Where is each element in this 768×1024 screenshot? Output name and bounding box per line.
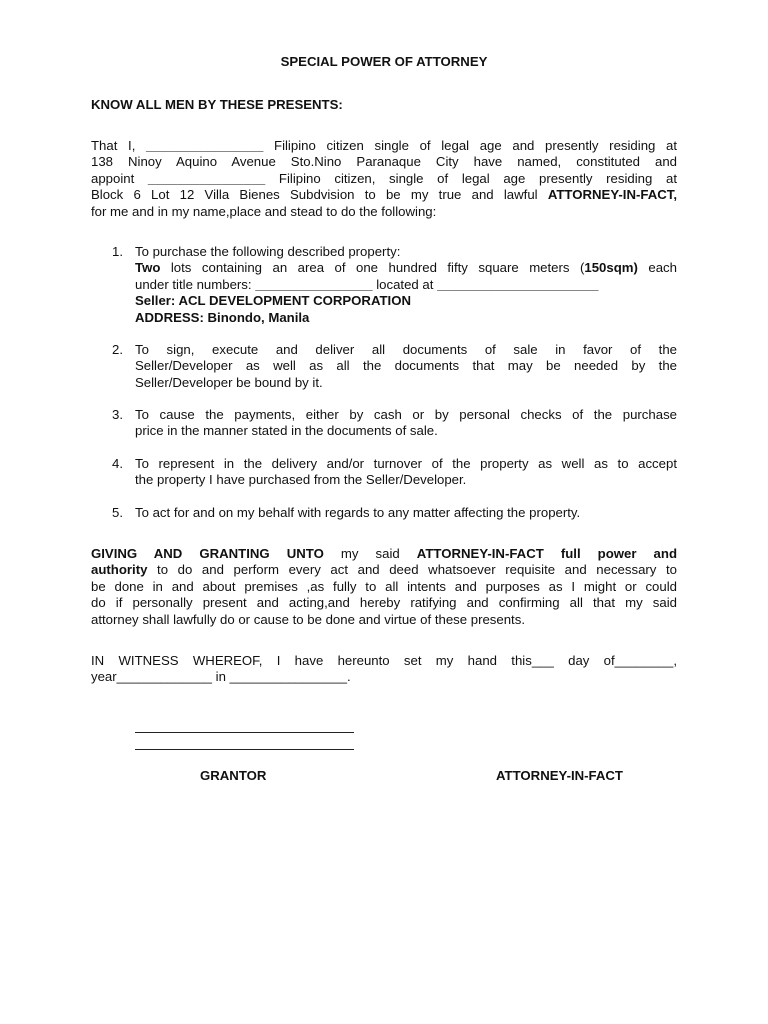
address-line: ADDRESS: Binondo, Manila bbox=[135, 309, 310, 325]
list-number: 4. bbox=[112, 456, 123, 471]
list-item-4: 4. To represent in the delivery and/or turnover of the property as well as to accept the property I have purchased from the Seller/Developer. bbox=[112, 456, 677, 488]
list-item-3: 3. To cause the payments, either by cash or by personal checks of the purchase price in the manner stated in the documents of sale. bbox=[112, 407, 677, 439]
intro-line-4: Block 6 Lot 12 Villa Bienes Subdvision to be my true and lawful ATTORNEY-IN-FACT, bbox=[91, 187, 677, 203]
list-number: 1. bbox=[112, 244, 123, 259]
list-number: 5. bbox=[112, 505, 123, 520]
witness-paragraph: IN WITNESS WHEREOF, I have hereunto set my hand this___ day of________, year_____________ in ________________. bbox=[91, 653, 677, 685]
seller-line: Seller: ACL DEVELOPMENT CORPORATION bbox=[135, 293, 411, 309]
list-number: 3. bbox=[112, 407, 123, 422]
granting-paragraph: GIVING AND GRANTING UNTO my said ATTORNEY-IN-FACT full power and authority to do and perform every act and deed whatsoever requisite and necessary to be done in and about premises ,as fully to all intents and purposes as I might or could do if personally present and acting,and hereby ratifying and confirming all that my said attorney shall lawfully do or cause to be done and virtue of these presents. bbox=[91, 546, 677, 627]
document-title: SPECIAL POWER OF ATTORNEY bbox=[280, 54, 488, 69]
list-number: 2. bbox=[112, 342, 123, 357]
intro-line-1: That I, ________________ Filipino citizen single of legal age and presently residing at bbox=[91, 138, 678, 153]
list-item-2: 2. To sign, execute and deliver all documents of sale in favor of the Seller/Developer as well as all the documents that may be needed by the Seller/Developer be bound by it. bbox=[112, 342, 677, 390]
grantor-name-blank: ________________ bbox=[146, 138, 264, 153]
attorney-in-fact-label: ATTORNEY-IN-FACT bbox=[496, 768, 623, 783]
list-item-5: 5. To act for and on my behalf with regards to any matter affecting the property. bbox=[112, 505, 581, 520]
intro-line-3: appoint ________________ Filipino citizen, single of legal age presently residing at bbox=[91, 170, 677, 186]
intro-paragraph bbox=[91, 138, 677, 220]
title-number-blank: ________________ bbox=[255, 276, 373, 292]
signature-line-1 bbox=[135, 732, 354, 733]
intro-line-5: for me and in my name,place and stead to do the following: bbox=[91, 203, 437, 219]
grantor-label: GRANTOR bbox=[200, 768, 267, 783]
attorney-name-blank: ________________ bbox=[147, 170, 266, 186]
intro-line-2: 138 Ninoy Aquino Avenue Sto.Nino Paranaque City have named, constituted and bbox=[91, 154, 677, 170]
list-item-1: 1. To purchase the following described property: Two lots containing an area of one hundred fifty square meters (150sqm) each under title numbers: ________________ located at ______________________ Seller: ACL DEVELOPMENT CORPORATION ADDRESS: Binondo, Manila bbox=[112, 244, 677, 325]
location-blank: ______________________ bbox=[437, 276, 599, 292]
signature-line-2 bbox=[135, 749, 354, 750]
document-heading: KNOW ALL MEN BY THESE PRESENTS: bbox=[91, 97, 343, 112]
